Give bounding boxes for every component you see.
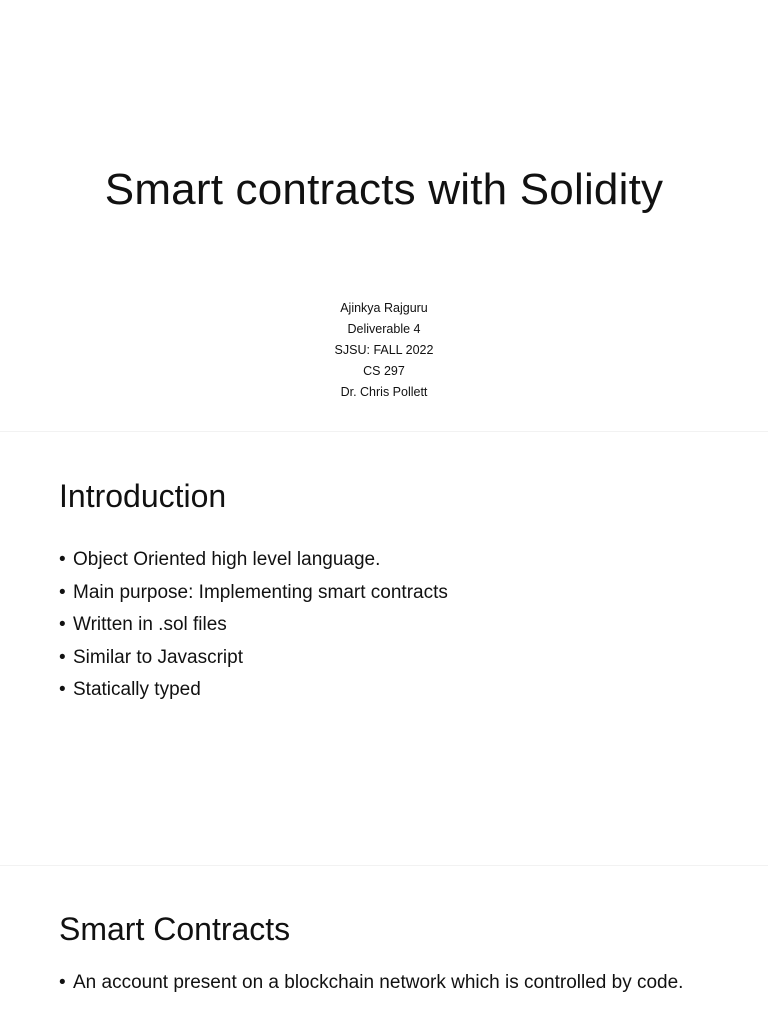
list-item	[59, 613, 719, 637]
bullet-icon: •	[59, 679, 66, 700]
presentation-subtitle	[0, 298, 768, 403]
author-name: Ajinkya Rajguru	[340, 301, 428, 315]
smart-contracts-slide	[0, 866, 768, 1024]
introduction-slide	[0, 432, 768, 864]
bullet-text: An account present on a blockchain network which is controlled by code.	[73, 972, 684, 993]
course-label: CS 297	[363, 364, 405, 378]
bullet-text: Object Oriented high level language.	[73, 549, 381, 570]
list-item	[59, 678, 719, 702]
term-label: SJSU: FALL 2022	[334, 343, 434, 357]
bullet-text: Similar to Javascript	[73, 646, 243, 668]
bullet-icon: •	[59, 581, 66, 603]
bullet-text: Written in .sol files	[73, 614, 227, 635]
bullet-text: Statically typed	[73, 679, 201, 700]
introduction-bullet-list	[59, 548, 719, 711]
bullet-text: Main purpose: Implementing smart contracts	[73, 581, 448, 603]
bullet-icon: •	[59, 646, 66, 668]
smart-contracts-bullet-list	[59, 971, 719, 1004]
smart-contracts-heading: Smart Contracts	[59, 911, 291, 947]
list-item	[59, 581, 719, 605]
title-slide	[0, 0, 768, 430]
bullet-icon: •	[59, 549, 66, 570]
list-item	[59, 971, 719, 995]
advisor-name: Dr. Chris Pollett	[340, 385, 428, 399]
presentation-title: Smart contracts with Solidity	[104, 165, 664, 214]
bullet-icon: •	[59, 614, 66, 635]
deliverable-label: Deliverable 4	[347, 322, 421, 336]
bullet-icon: •	[59, 972, 66, 993]
introduction-heading: Introduction	[59, 478, 227, 514]
list-item	[59, 548, 719, 572]
list-item	[59, 646, 719, 670]
